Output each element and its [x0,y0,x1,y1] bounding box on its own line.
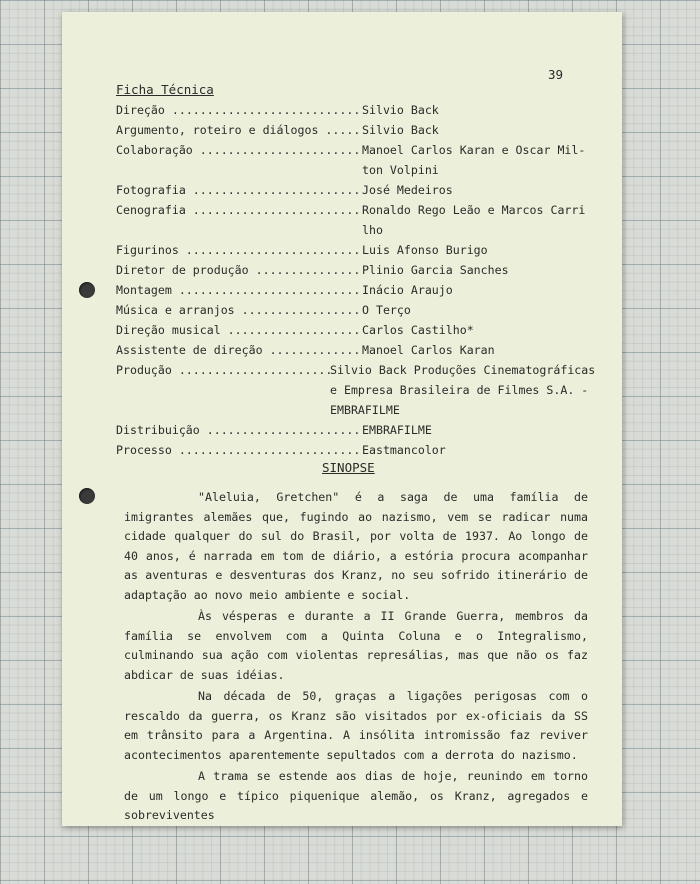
credit-row: Colaboração ..... Manoel Carlos Karan e Oscar Mil- [116,140,606,160]
ficha-tecnica-title: Ficha Técnica [116,82,214,97]
punch-hole [79,488,95,504]
credit-row: Argumento, roteiro e diálogos ..... Silvio Back [116,120,606,140]
synopsis-paragraph: Às vésperas e durante a II Grande Guerra, membros da família se envolvem com a Quinta Coluna e o Integralismo, culminando sua ação com violentas represálias, mas que não os faz abdicar de suas idéias. [124,609,588,682]
synopsis-paragraph: "Aleluia, Gretchen" é a saga de uma família de imigrantes alemães que, fugindo ao nazismo, vem se radicar numa cidade qualquer do sul do Brasil, por volta de 1937. Ao longo de 40 anos, é narrada em tom de diário, a estória procura acompanhar as aventuras e desventuras dos Kranz, no seu sofrido itinerário de adaptação ao novo meio ambiente e social. [124,490,588,602]
credit-row: Distribuição ..... EMBRAFILME [116,420,606,440]
credit-continuation: e Empresa Brasileira de Filmes S.A. - [330,383,589,397]
synopsis-title: SINOPSE [322,460,375,475]
synopsis-paragraph: A trama se estende aos dias de hoje, reunindo em torno de um longo e típico piquenique alemão, os Kranz, agregados e sobreviventes [124,769,588,822]
document-page [62,12,622,826]
credit-continuation: EMBRAFILME [330,403,400,417]
credit-row: Processo ..... Eastmancolor [116,440,606,460]
punch-hole [79,282,95,298]
credit-row: Assistente de direção ..... Manoel Carlos Karan [116,340,606,360]
credits-list [116,100,606,460]
credit-row: Produção ..... Silvio Back Produções Cinematográficas [116,360,606,380]
credit-row: Música e arranjos ..... O Terço [116,300,606,320]
synopsis-paragraph: Na década de 50, graças a ligações perigosas com o rescaldo da guerra, os Kranz são visitados por ex-oficiais da SS em trânsito para a Argentina. A insólita intromissão faz reviver acontecimentos aparentemente sepultados com a derrota do nazismo. [124,689,588,762]
page-number: 39 [548,67,564,82]
credit-row: Cenografia ..... Ronaldo Rego Leão e Marcos Carri [116,200,606,220]
credit-row: Fotografia ..... José Medeiros [116,180,606,200]
credit-row: Figurinos ..... Luis Afonso Burigo [116,240,606,260]
credit-row: Direção musical ..... Carlos Castilho* [116,320,606,340]
credit-row: Montagem ..... Inácio Araujo [116,280,606,300]
credit-continuation: ton Volpini [362,163,439,177]
credit-continuation: lho [362,223,383,237]
credit-row: Diretor de produção ..... Plinio Garcia Sanches [116,260,606,280]
synopsis-body [124,488,588,828]
credit-row: Direção ..... Silvio Back [116,100,606,120]
